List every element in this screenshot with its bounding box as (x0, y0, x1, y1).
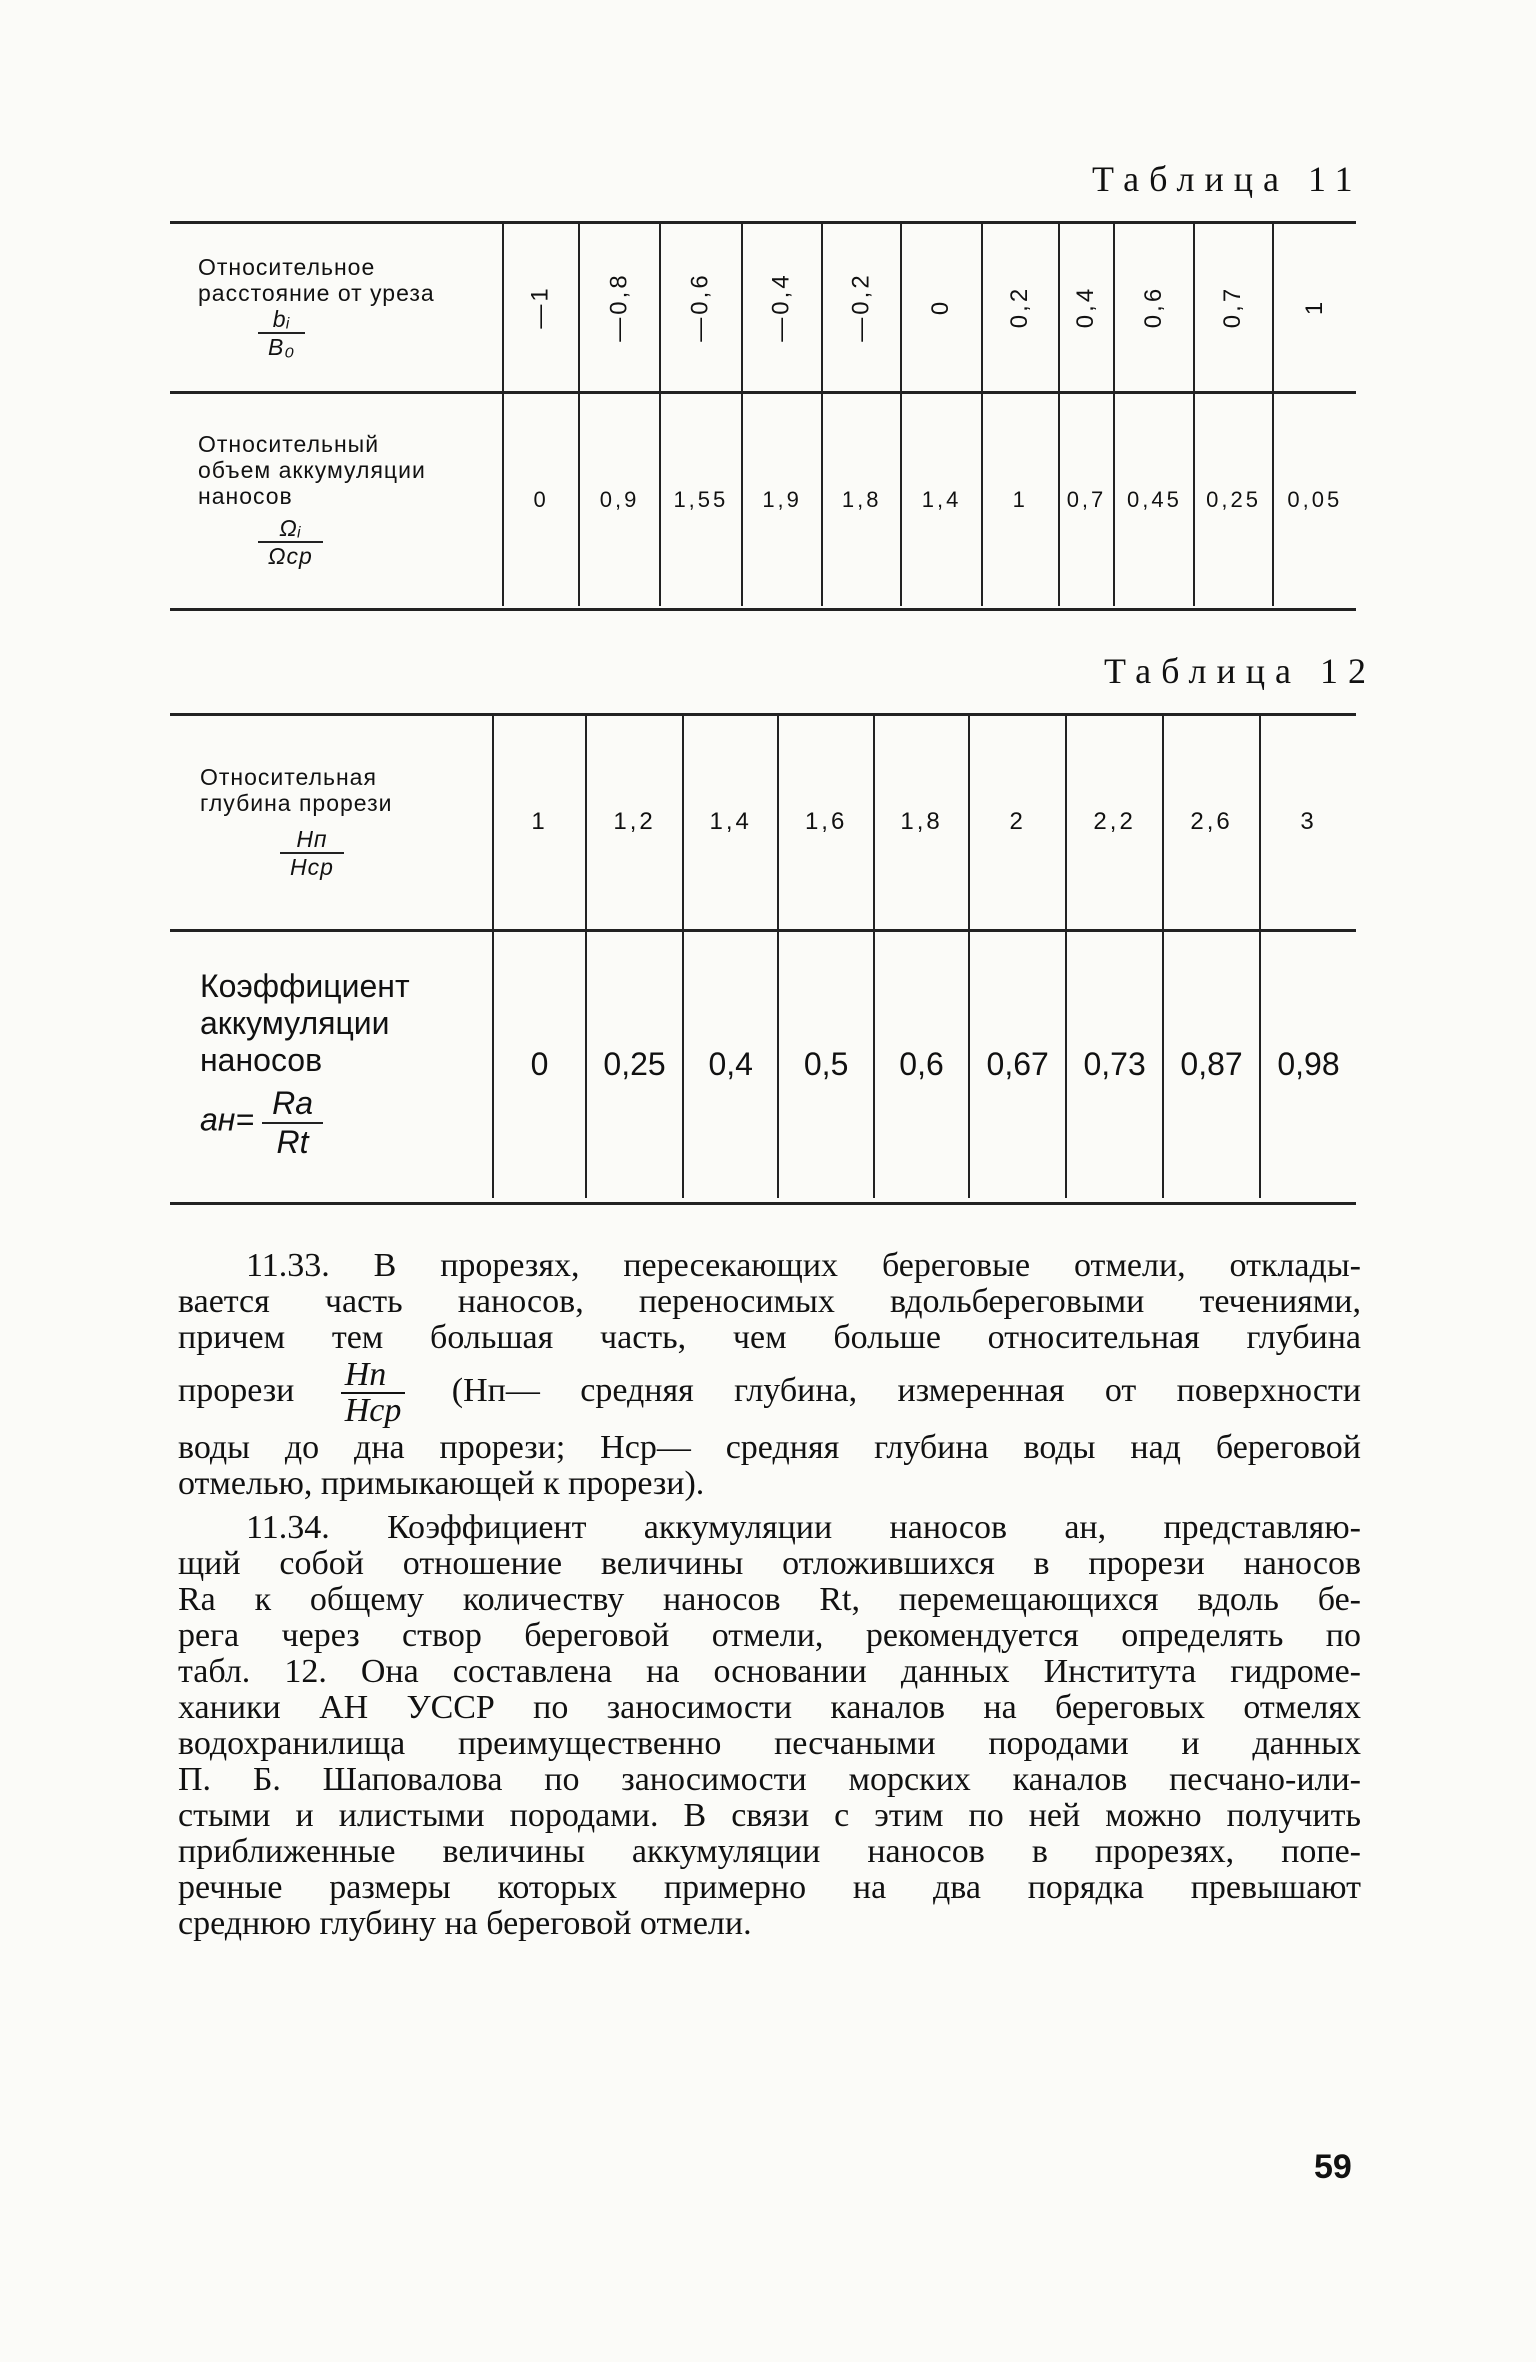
row2-fraction (258, 515, 323, 569)
table-11-row2-header (170, 392, 503, 606)
t12-r1-c6: 2 (969, 716, 1066, 930)
paragraph-11-33 (178, 1248, 1361, 1502)
t11-r2-c10: 0,25 (1194, 392, 1272, 606)
text-line: Ra к общему количеству наносов Rt, перемещающихся вдоль бе- (178, 1581, 1361, 1618)
table-11 (170, 224, 1356, 606)
t12-r2-c6: 0,67 (969, 930, 1066, 1198)
t11-r2-c5: 1,8 (822, 392, 901, 606)
text-fragment: прорези (178, 1371, 295, 1409)
t12-r2-c2: 0,25 (586, 930, 683, 1198)
fraction-denominator: Hср (344, 1392, 402, 1429)
t11-r1-c3: —0,6 (686, 272, 714, 342)
t11-r1-c5: —0,2 (847, 272, 875, 342)
t11-r2-c8: 0,7 (1059, 392, 1115, 606)
row2-formula (200, 1085, 492, 1161)
text-line: стыми и илистыми породами. В связи с этим по ней можно получить (178, 1797, 1361, 1834)
formula-lhs: aн= (200, 1101, 255, 1138)
fraction-numerator: bᵢ (258, 306, 305, 334)
t11-r1-c7: 0,2 (1006, 286, 1034, 329)
t12-r1-c2: 1,2 (586, 716, 683, 930)
t11-r1-c9: 0,6 (1140, 286, 1168, 329)
text-line: воды до дна прорези; Hср— средняя глубина воды над береговой (178, 1429, 1361, 1466)
fraction-denominator: Rt (276, 1124, 309, 1161)
text-line: ханики АН УССР по заносимости каналов на береговых отмелях (178, 1689, 1361, 1726)
text-line: щий собой отношение величины отложившихся в прорези наносов (178, 1545, 1361, 1582)
t12-r1-c1: 1 (493, 716, 586, 930)
row2-fraction (262, 1085, 323, 1161)
page-number: 59 (1314, 2148, 1352, 2186)
text-line: вается часть наносов, переносимых вдольбереговыми течениями, (178, 1283, 1361, 1320)
t11-r2-c9: 0,45 (1114, 392, 1194, 606)
t11-r2-c6: 1,4 (901, 392, 982, 606)
t12-r2-c9: 0,98 (1260, 930, 1356, 1198)
text-line: приближенные величины аккумуляции наносов в прорезях, попе- (178, 1833, 1361, 1870)
t12-r1-c9: 3 (1260, 716, 1356, 930)
table-11-caption: Таблица 11 (1092, 159, 1363, 199)
text-line: табл. 12. Она составлена на основании данных Института гидроме- (178, 1653, 1361, 1690)
t11-r1-c6: 0 (927, 299, 955, 316)
row1-label: Относительная глубина прорези (200, 764, 393, 817)
t12-r2-c4: 0,5 (778, 930, 873, 1198)
row2-label: Коэффициент аккумуляции наносов (200, 968, 410, 1079)
fraction-denominator: Hср (290, 854, 334, 881)
text-line: отмелью, примыкающей к прорези). (178, 1465, 705, 1502)
t11-r1-c4: —0,4 (768, 272, 796, 342)
t12-r1-c4: 1,6 (778, 716, 873, 930)
paragraph-11-34 (178, 1510, 1361, 1942)
row1-fraction (258, 306, 305, 360)
t11-r2-c4: 1,9 (742, 392, 822, 606)
table-12 (170, 716, 1356, 1198)
text-fragment: (Hп— средняя глубина, измеренная от поверхности (451, 1371, 1362, 1409)
table-12-bottom-rule (170, 1202, 1356, 1205)
row2-label: Относительный объем аккумуляции наносов (198, 430, 426, 509)
table-11-row1-header (170, 224, 503, 392)
text-line-with-fraction (178, 1358, 1361, 1428)
t11-r2-c11: 0,05 (1273, 392, 1356, 606)
text-line: рега через створ береговой отмели, рекомендуется определять по (178, 1617, 1361, 1654)
fraction-numerator: Ωᵢ (258, 515, 323, 543)
t11-r2-c3: 1,55 (660, 392, 742, 606)
row1-fraction (280, 826, 344, 880)
text-line: 11.34. Коэффициент аккумуляции наносов aн, представляю- (246, 1509, 1361, 1546)
t12-r2-c7: 0,73 (1066, 930, 1163, 1198)
t12-r2-c1: 0 (493, 930, 586, 1198)
t11-r1-c2: —0,8 (605, 272, 633, 342)
text-line: речные размеры которых примерно на два порядка превышают (178, 1869, 1361, 1906)
fraction-denominator: Ωср (268, 542, 313, 569)
fraction-numerator: Hп (280, 826, 344, 854)
t11-r1-c11: 1 (1300, 299, 1328, 316)
t12-r1-c7: 2,2 (1066, 716, 1163, 930)
t12-r1-c3: 1,4 (683, 716, 778, 930)
fraction-denominator: B₀ (268, 334, 296, 361)
table-12-caption: Таблица 12 (1104, 651, 1376, 691)
text-line: водохранилища преимущественно песчаными породами и данных (178, 1725, 1361, 1762)
t12-r2-c3: 0,4 (683, 930, 778, 1198)
text-line: среднюю глубину на береговой отмели. (178, 1905, 752, 1942)
text-line: причем тем большая часть, чем больше относительная глубина (178, 1319, 1361, 1356)
t12-r1-c8: 2,6 (1163, 716, 1260, 930)
table-11-bottom-rule (170, 608, 1356, 611)
row1-label: Относительное расстояние от уреза (198, 254, 435, 307)
table-12-row1-header (170, 716, 493, 930)
t11-r2-c7: 1 (982, 392, 1058, 606)
t11-r1-c10: 0,7 (1219, 286, 1247, 329)
text-line: 11.33. В прорезях, пересекающих береговые отмели, отклады- (246, 1247, 1361, 1284)
t12-r1-c5: 1,8 (874, 716, 969, 930)
t12-r2-c8: 0,87 (1163, 930, 1260, 1198)
t11-r2-c1: 0 (503, 392, 580, 606)
table-12-row2-header (170, 930, 493, 1198)
t12-r2-c5: 0,6 (874, 930, 969, 1198)
text-line: П. Б. Шаповалова по заносимости морских каналов песчано-или- (178, 1761, 1361, 1798)
t11-r2-c2: 0,9 (579, 392, 659, 606)
inline-fraction (341, 1358, 406, 1428)
t11-r1-c8: 0,4 (1072, 286, 1100, 329)
fraction-numerator: Hп (341, 1358, 406, 1394)
fraction-numerator: Ra (262, 1085, 323, 1124)
t11-r1-c1: —1 (527, 285, 555, 329)
